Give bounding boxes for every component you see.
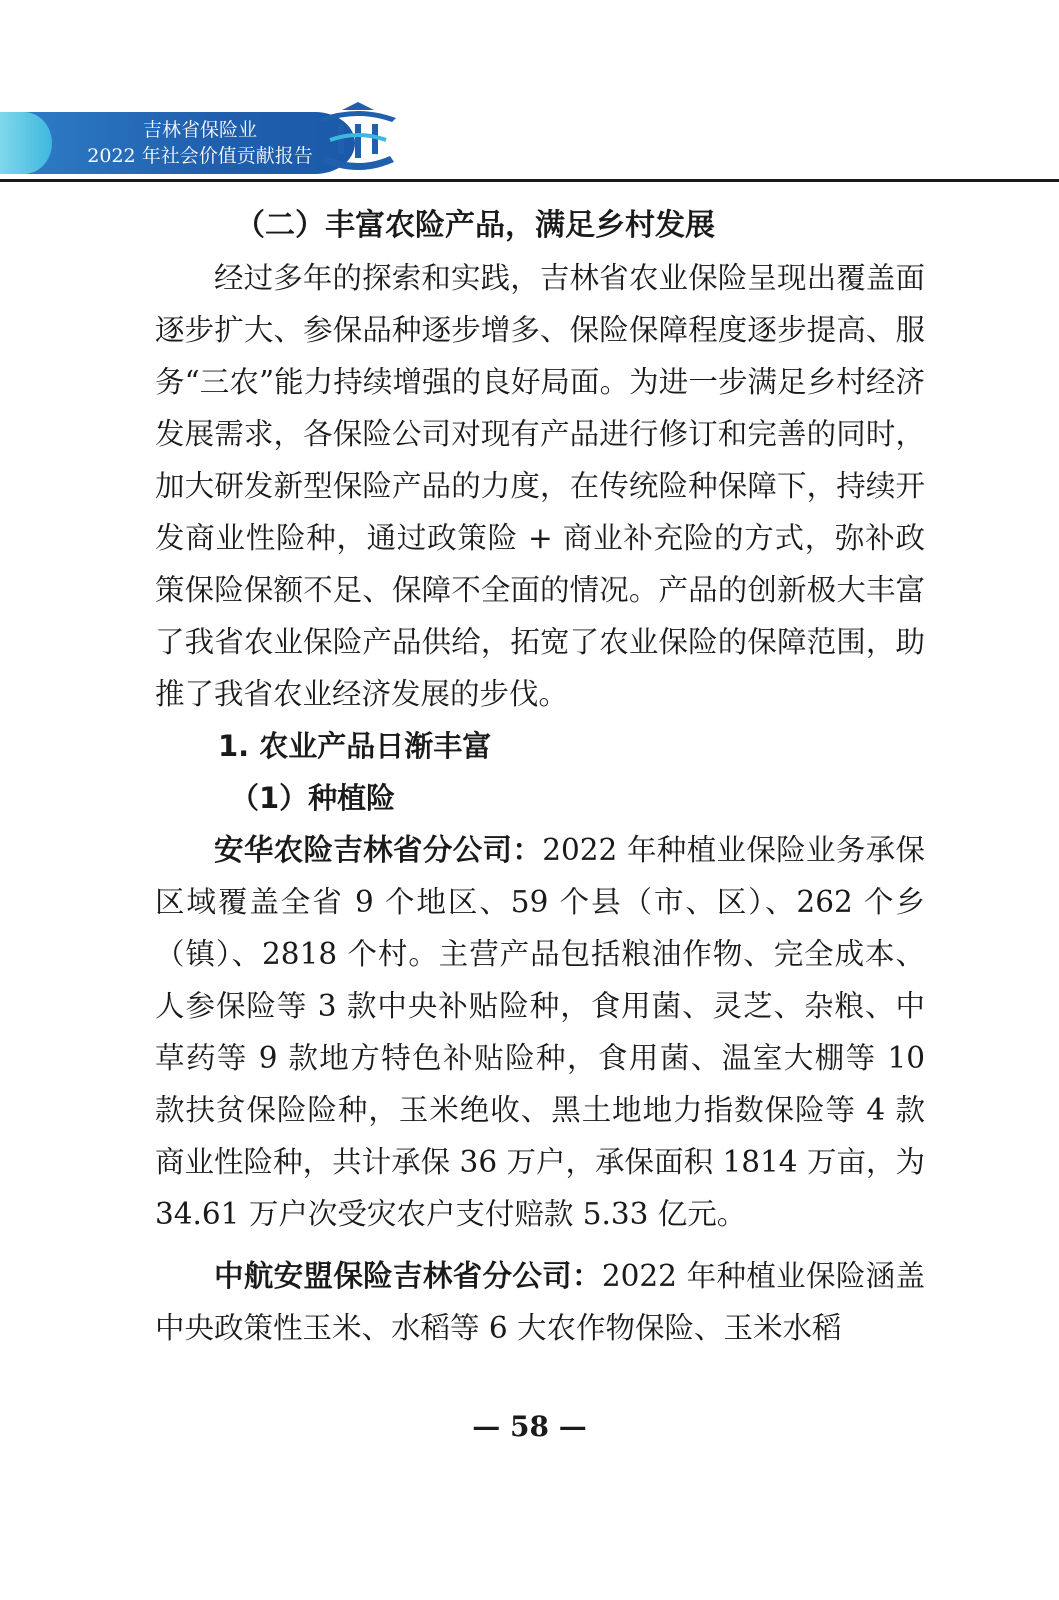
subheading-agri-products: 1. 农业产品日渐丰富 (218, 729, 492, 763)
entry-text: 2022 年种植业保险业务承保区域覆盖全省 9 个地区、59 个县（市、区）、262 个乡（镇）、2818 个村。主营产品包括粮油作物、完全成本、人参保险等 3 款中央补贴险种，食用菌、灵芝、杂粮、中草药等 9 款地方特色补贴险种，食用菌、温室大棚等 10 款扶贫保险险种，玉米绝收、黑土地地力指数保险等 4 款商业性险种，共计承保 36 万户，承保面积 1814 万亩，为 34.61 万户次受灾农户支付赔款 5.33 亿元。 (155, 833, 925, 1231)
entry-text: 2022 年种植业保险涵盖中央政策性玉米、水稻等 6 大农作物保险、玉米水稻 (155, 1259, 925, 1345)
header-divider (0, 179, 1059, 182)
intro-paragraph: 经过多年的探索和实践，吉林省农业保险呈现出覆盖面逐步扩大、参保品种逐步增多、保险保障程度逐步提高、服务“三农”能力持续增强的良好局面。为进一步满足乡村经济发展需求，各保险公司对现有产品进行修订和完善的同时，加大研发新型保险产品的力度，在传统险种保障下，持续开发商业性险种，通过政策险 + 商业补充险的方式，弥补政策保险保额不足、保障不全面的情况。产品的创新极大丰富了我省农业保险产品供给，拓宽了农业保险的保障范围，助推了我省农业经济发展的步伐。 (155, 261, 925, 711)
company-name: 安华农险吉林省分公司： (214, 833, 543, 867)
report-title: 2022 年社会价值贡献报告 (87, 145, 313, 167)
page-number: — 58 — (472, 1410, 587, 1443)
section-heading: （二）丰富农险产品，满足乡村发展 (235, 208, 715, 243)
header-banner (0, 112, 355, 174)
banner-accent-tab (0, 112, 52, 174)
main-content (155, 200, 925, 1354)
insurance-association-logo-icon (312, 100, 404, 176)
report-org-title: 吉林省保险业 (142, 119, 257, 141)
company-name: 中航安盟保险吉林省分公司： (214, 1259, 602, 1293)
subheading-planting-insurance: （1）种植险 (230, 781, 396, 815)
entry-paragraph-avic-groupama (155, 1250, 925, 1354)
entry-paragraph-anhua (155, 824, 925, 1240)
